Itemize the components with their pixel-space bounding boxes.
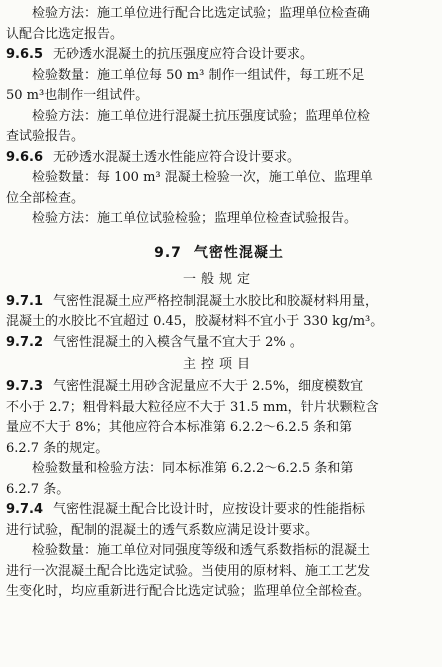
paragraph-line: 混凝土的水胶比不宜超过 0.45，胶凝材料不宜小于 330 kg/m³。 xyxy=(6,314,384,329)
clause-number: 9.7.3 xyxy=(6,379,44,394)
paragraph-line: 位全部检查。 xyxy=(6,190,85,206)
clause-text: 气密性混凝土应严格控制混凝土水胶比和胶凝材料用量， xyxy=(53,293,379,309)
clause-9-7-2 xyxy=(6,333,432,354)
section-title: 气密性混凝土 xyxy=(193,244,284,261)
clause-9-7-1 xyxy=(6,292,432,313)
clause-9-7-3 xyxy=(6,377,432,398)
paragraph-line: 检验方法：施工单位进行混凝土抗压强度试验；监理单位检 xyxy=(32,108,371,124)
clause-number: 9.7.4 xyxy=(6,502,44,517)
clause-text: 无砂透水混凝土透水性能应符合设计要求。 xyxy=(53,149,301,165)
clause-number: 9.7.1 xyxy=(6,293,44,309)
paragraph-line: 检验数量：施工单位每 50 m³ 制作一组试件，每工班不足 xyxy=(32,67,365,83)
clause-text: 无砂透水混凝土的抗压强度应符合设计要求。 xyxy=(53,47,314,62)
clause-number: 9.6.6 xyxy=(6,149,44,165)
paragraph-line: 6.2.7 条的规定。 xyxy=(6,440,109,456)
clause-number: 9.6.5 xyxy=(6,47,44,62)
clause-9-7-4 xyxy=(6,500,432,521)
paragraph-line: 生变化时，均应重新进行配合比选定试验；监理单位全部检查。 xyxy=(6,584,371,599)
paragraph-line: 检验数量和检验方法：同本标准第 6.2.2～6.2.5 条和第 xyxy=(32,461,354,476)
paragraph-line: 检验数量：每 100 m³ 混凝土检验一次，施工单位、监理单 xyxy=(32,170,373,185)
paragraph-line: 不小于 2.7；粗骨料最大粒径应不大于 31.5 mm，针片状颗粒含 xyxy=(6,399,379,415)
clause-text: 气密性混凝土的入模含气量不宜大于 2% 。 xyxy=(53,334,303,350)
paragraph-line: 认配合比选定报告。 xyxy=(6,26,124,42)
clause-9-6-6 xyxy=(6,148,432,169)
section-number: 9.7 xyxy=(154,244,182,261)
paragraph-line: 检验数量：施工单位对同强度等级和透气系数指标的混凝土 xyxy=(32,543,371,558)
clause-9-6-5 xyxy=(6,45,432,66)
paragraph-line: 查试验报告。 xyxy=(6,129,85,144)
clause-text: 气密性混凝土用砂含泥量应不大于 2.5%，细度模数宜 xyxy=(53,379,364,394)
paragraph-line: 检验方法：施工单位试验检验；监理单位检查试验报告。 xyxy=(32,211,358,226)
clause-text: 气密性混凝土配合比设计时，应按设计要求的性能指标 xyxy=(53,502,366,517)
paragraph-line: 50 m³也制作一组试件。 xyxy=(6,88,149,103)
paragraph-line: 进行一次混凝土配合比选定试验。当使用的原材料、施工工艺发 xyxy=(6,563,371,579)
paragraph-line: 6.2.7 条。 xyxy=(6,481,70,497)
paragraph-line: 检验方法：施工单位进行配合比选定试验；监理单位检查确 xyxy=(32,6,371,21)
clause-number: 9.7.2 xyxy=(6,334,44,350)
paragraph-line: 进行试验，配制的混凝土的透气系数应满足设计要求。 xyxy=(6,522,319,538)
subsection-heading-general: 一般规定 xyxy=(182,271,255,287)
subsection-heading-main: 主控项目 xyxy=(182,357,255,372)
paragraph-line: 量应不大于 8%；其他应符合本标准第 6.2.2～6.2.5 条和第 xyxy=(6,420,353,435)
section-heading xyxy=(6,242,432,262)
